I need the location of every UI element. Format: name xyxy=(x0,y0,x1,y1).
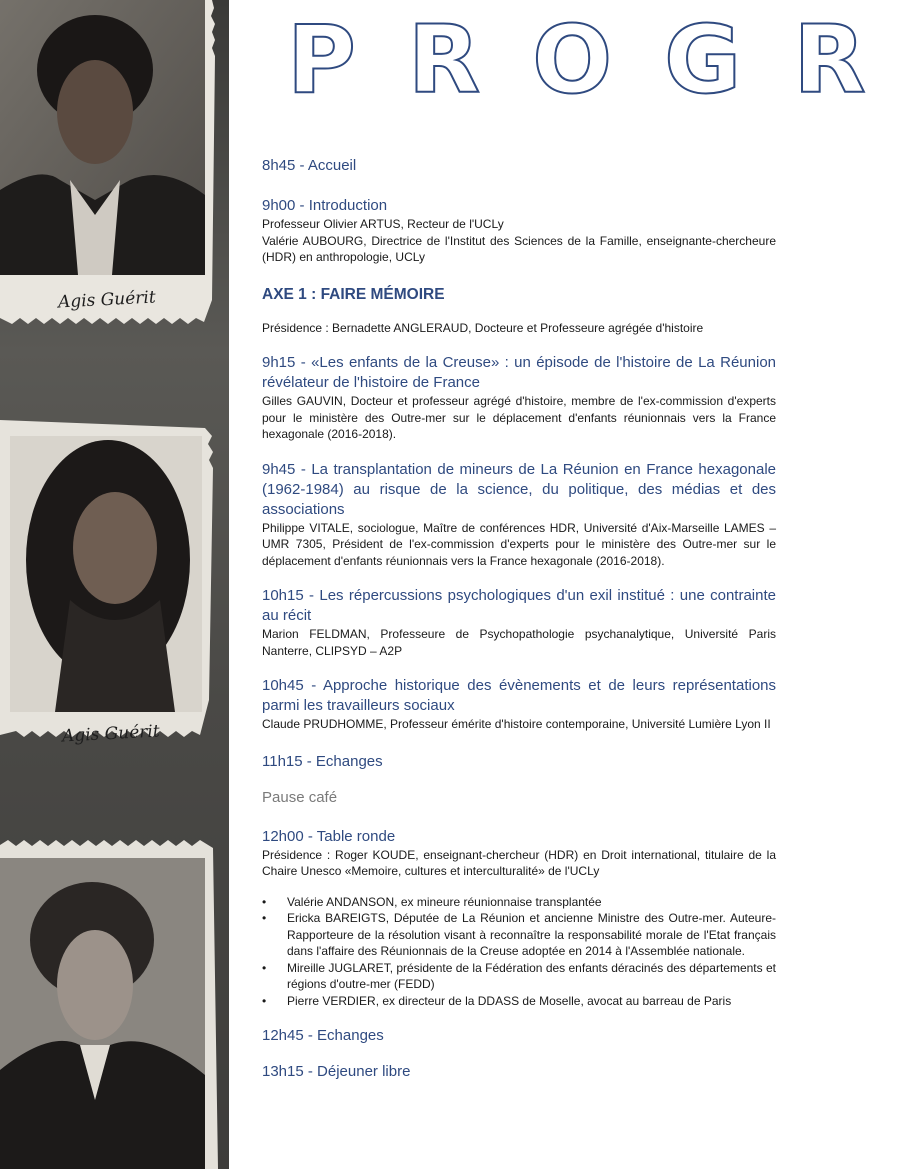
session-3-title: 10h15 - Les répercussions psychologiques d'un exil institué : une contrainte au récit xyxy=(262,587,776,624)
session-1-text: Gilles GAUVIN, Docteur et professeur agrégé d'histoire, membre de l'ex-commission d'experts pour le ministère des Outre-mer sur le déplacement d'enfants réunionnais vers la France hexagonale (2016-2018). xyxy=(262,394,776,441)
presidence-1: Présidence : Bernadette ANGLERAUD, Docteure et Professeure agrégée d'histoire xyxy=(262,320,704,335)
session-2-title: 9h45 - La transplantation de mineurs de La Réunion en France hexagonale (1962-1984) au risque de la science, du politique, des médias et des associations xyxy=(262,460,776,518)
session-4-text: Claude PRUDHOMME, Professeur émérite d'histoire contemporaine, Université Lumière Lyon II xyxy=(262,717,771,731)
list-item: • Mireille JUGLARET, présidente de la Fédération des enfants déracinés des départements et régions d'outre-mer (FEDD) xyxy=(262,960,776,993)
table-ronde-presidence: Présidence : Roger KOUDE, enseignant-chercheur (HDR) en Droit international, titulaire de la Chaire Unesco «Memoire, cultures et interculturalité» de l'UCLy xyxy=(262,847,776,878)
intro-speakers xyxy=(262,216,776,266)
axe-heading: AXE 1 : FAIRE MÉMOIRE xyxy=(262,285,445,303)
dejeuner: 13h15 - Déjeuner libre xyxy=(262,1063,411,1080)
portrait-photo-3 xyxy=(0,840,218,1169)
portrait-photo-2 xyxy=(0,420,213,737)
session-2-text: Philippe VITALE, sociologue, Maître de conférences HDR, Université d'Aix-Marseille LAMES – UMR 7305, Président de l'ex-commission d'experts pour le ministère des Outre-mer sur le déplacement d'enfants réunionnais vers la France hexagonale (2016-2018). xyxy=(262,520,776,568)
list-item: • Valérie ANDANSON, ex mineure réunionnaise transplantée xyxy=(262,894,776,911)
portrait-photo-1 xyxy=(0,0,215,324)
intro-time: 9h00 - Introduction xyxy=(262,197,388,214)
program-content xyxy=(262,156,776,1082)
session-4-title: 10h45 - Approche historique des évènements et de leurs représentations parmi les travailleurs sociaux xyxy=(262,677,776,714)
echanges-2: 12h45 - Echanges xyxy=(262,1027,384,1044)
photo-signature-1: Agis Guérit xyxy=(57,287,157,313)
intro-speaker-2: Valérie AUBOURG, Directrice de l'Institut des Sciences de la Famille, enseignante-chercheure (HDR) en anthropologie, UCLy xyxy=(262,233,776,264)
accueil-time: 8h45 - Accueil xyxy=(262,157,357,174)
session-3-text: Marion FELDMAN, Professeure de Psychopathologie psychanalytique, Université Paris Nanterre, CLIPSYD – A2P xyxy=(262,627,776,658)
table-ronde-speakers xyxy=(262,894,776,1010)
session-1-title: 9h15 - «Les enfants de la Creuse» : un épisode de l'histoire de La Réunion révélateur de l'histoire de France xyxy=(262,354,776,391)
list-item: • Ericka BAREIGTS, Députée de La Réunion et ancienne Ministre des Outre-mer. Auteure-Rapporteure de la résolution visant à reconnaître la responsabilité morale de l'Etat français dans l'affaire des Réunionnais de la Creuse adoptée en 2014 à l'Assemblée nationale. xyxy=(262,910,776,960)
photo-strip xyxy=(0,0,229,1169)
list-item: • Pierre VERDIER, ex directeur de la DDASS de Moselle, avocat au barreau de Paris xyxy=(262,993,776,1010)
page-title: PROGR xyxy=(287,6,918,115)
intro-speaker-1: Professeur Olivier ARTUS, Recteur de l'UCLy xyxy=(262,217,504,231)
vintage-photos xyxy=(0,0,229,1169)
pause-cafe: Pause café xyxy=(262,788,338,806)
echanges-1: 11h15 - Echanges xyxy=(262,752,383,770)
photo-signature-2: Agis Guérit xyxy=(61,721,161,747)
table-ronde-time: 12h00 - Table ronde xyxy=(262,827,396,845)
